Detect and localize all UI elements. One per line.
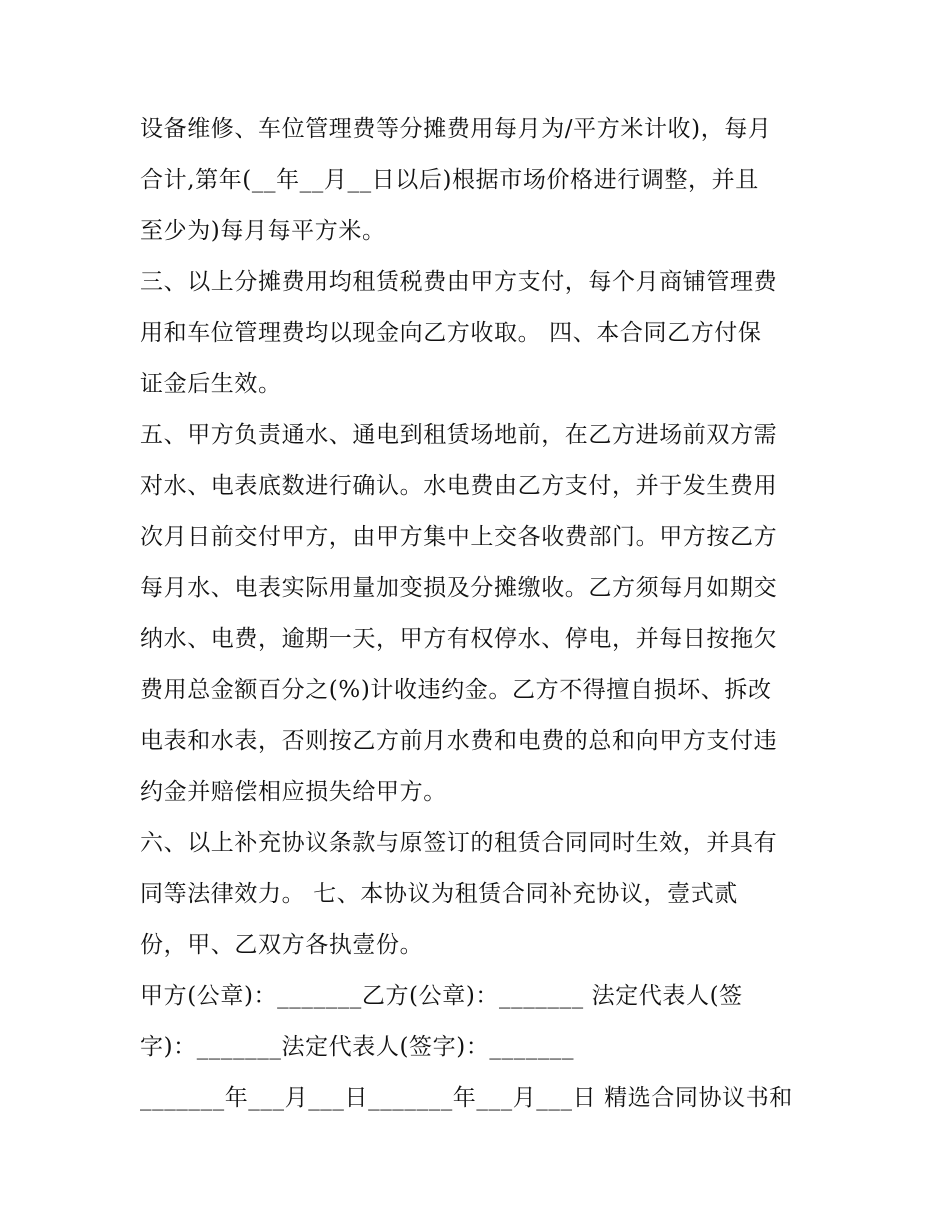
text-line: 合计,第年(__年__月__日以后)根据市场价格进行调整，并且 — [140, 167, 759, 193]
text-line: 三、以上分摊费用均租赁税费由甲方支付，每个月商铺管理费 — [140, 269, 778, 295]
signature-line: 字)：_______法定代表人(签字)：_______ — [140, 1034, 575, 1060]
text-line: 用和车位管理费均以现金向乙方收取。 四、本合同乙方付保 — [140, 320, 762, 346]
text-line: 对水、电表底数进行确认。水电费由乙方支付，并于发生费用 — [140, 473, 778, 499]
contract-text — [140, 104, 820, 1124]
text-line: 至少为)每月每平方米。 — [140, 218, 386, 244]
text-line: 约金并赔偿相应损失给甲方。 — [140, 779, 447, 805]
text-line: 五、甲方负责通水、通电到租赁场地前，在乙方进场前双方需 — [140, 422, 778, 448]
text-line: 次月日前交付甲方，由甲方集中上交各收费部门。甲方按乙方 — [140, 524, 778, 550]
text-line: 纳水、电费，逾期一天，甲方有权停水、停电，并每日按拖欠 — [140, 626, 778, 652]
text-line: 每月水、电表实际用量加变损及分摊缴收。乙方须每月如期交 — [140, 575, 778, 601]
date-line: _______年___月___日_______年___月___日 精选合同协议书和 — [140, 1085, 793, 1111]
text-line: 设备维修、车位管理费等分摊费用每月为/平方米计收)，每月 — [140, 116, 772, 142]
text-line: 份，甲、乙双方各执壹份。 — [140, 932, 424, 958]
text-line: 电表和水表，否则按乙方前月水费和电费的总和向甲方支付违 — [140, 728, 778, 754]
text-line: 六、以上补充协议条款与原签订的租赁合同同时生效，并具有 — [140, 830, 778, 856]
text-line: 同等法律效力。 七、本协议为租赁合同补充协议，壹式贰 — [140, 881, 738, 907]
text-line: 证金后生效。 — [140, 371, 282, 397]
text-line: 费用总金额百分之(%)计收违约金。乙方不得擅自损坏、拆改 — [140, 677, 772, 703]
signature-line: 甲方(公章)：_______乙方(公章)：_______ 法定代表人(签 — [140, 983, 743, 1009]
